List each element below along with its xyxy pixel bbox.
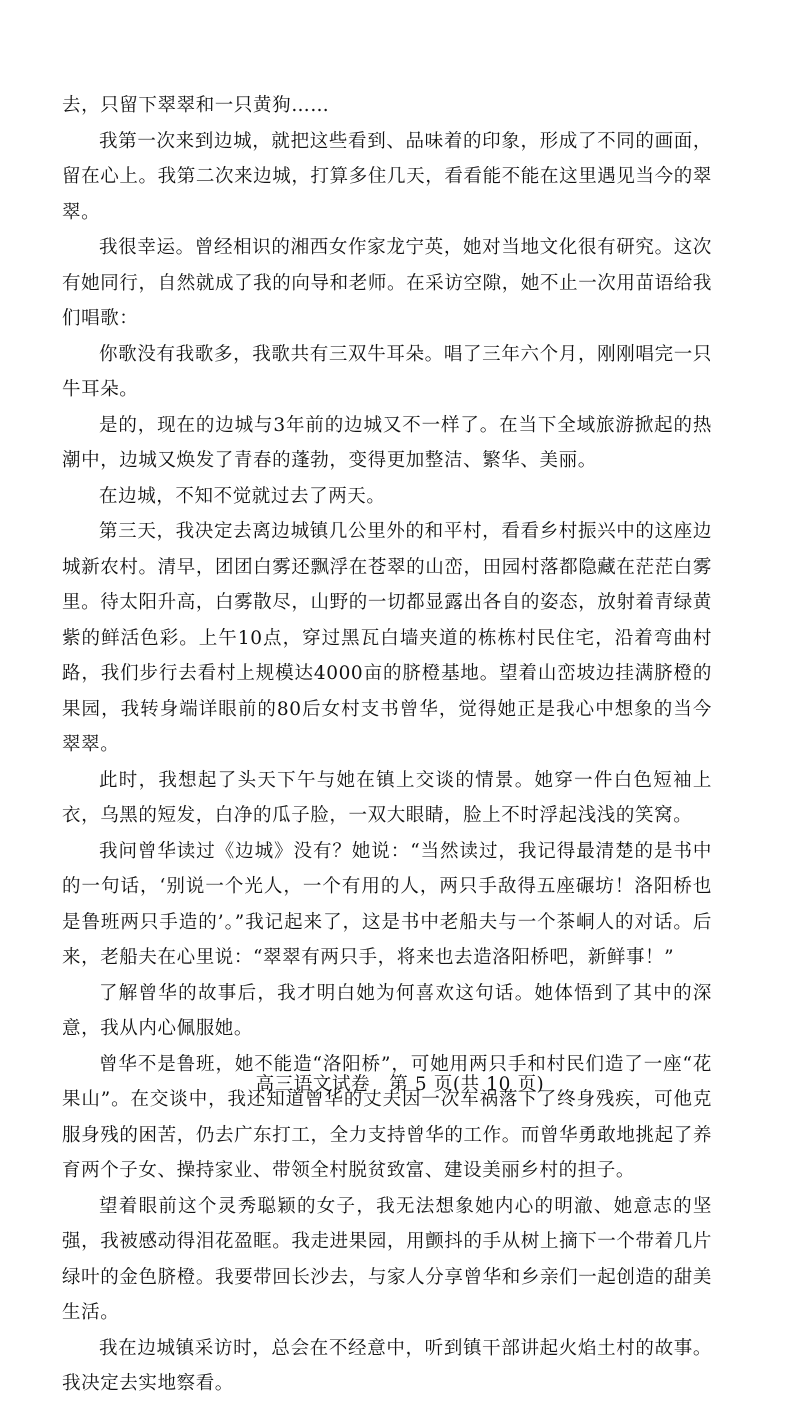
paragraph-change: 是的，现在的边城与3年前的边城又不一样了。在当下全域旅游掀起的热潮中，边城又焕发了青春的蓬勃，变得更加整洁、繁华、美丽。 — [62, 414, 712, 471]
paragraph-third-day: 第三天，我决定去离边城镇几公里外的和平村，看看乡村振兴中的这座边城新农村。清早，团团白雾还飘浮在苍翠的山峦，田园村落都隐藏在茫茫白雾里。待太阳升高，白雾散尽，山野的一切都显露出各自的姿态，放射着青绿黄紫的鲜活色彩。上午10点，穿过黑瓦白墙夹道的栋栋村民住宅，沿着弯曲村路，我们步行去看村上规模达4000亩的脐橙基地。望着山峦坡边挂满脐橙的果园，我转身端详眼前的80后女村支书曾华，觉得她正是我心中想象的当今翠翠。 — [62, 521, 712, 755]
paragraph-two-days: 在边城，不知不觉就过去了两天。 — [99, 485, 386, 507]
paragraph-understanding: 了解曾华的故事后，我才明白她为何喜欢这句话。她体悟到了其中的深意，我从内心佩服她。 — [62, 982, 712, 1039]
paragraph-flower-fruit-mountain: 曾华不是鲁班，她不能造“洛阳桥”，可她用两只手和村民们造了一座“花果山”。在交谈中，我还知道曾华的丈夫因一次车祸落下了终身残疾，可他克服身残的困苦，仍去广东打工，全力支持曾华的工作。而曾华勇敢地挑起了养育两个子女、操持家业、带领全村脱贫致富、建设美丽乡村的担子。 — [62, 1053, 712, 1181]
paragraph-fire-village: 我在边城镇采访时，总会在不经意中，听到镇干部讲起火焰土村的故事。我决定去实地察看。 — [62, 1337, 712, 1394]
paragraph-continuation: 去，只留下翠翠和一只黄狗…… — [62, 95, 330, 116]
article-body — [62, 88, 712, 1402]
page-footer: 高三语文试卷 第 5 页(共 10 页) — [255, 1074, 545, 1095]
paragraph-recall: 此时，我想起了头天下午与她在镇上交谈的情景。她穿一件白色短袖上衣，乌黑的短发，白净的瓜子脸，一双大眼睛，脸上不时浮起浅浅的笑窝。 — [62, 769, 712, 826]
paragraph-first-visit: 我第一次来到边城，就把这些看到、品味着的印象，形成了不同的画面，留在心上。我第二次来边城，打算多住几天，看看能不能在这里遇见当今的翠翠。 — [62, 130, 712, 223]
paragraph-orchard: 望着眼前这个灵秀聪颖的女子，我无法想象她内心的明澈、她意志的坚强，我被感动得泪花盈眶。我走进果园，用颤抖的手从树上摘下一个带着几片绿叶的金色脐橙。我要带回长沙去，与家人分享曾华和乡亲们一起创造的甜美生活。 — [62, 1195, 712, 1323]
paragraph-lucky: 我很幸运。曾经相识的湘西女作家龙宁英，她对当地文化很有研究。这次有她同行，自然就成了我的向导和老师。在采访空隙，她不止一次用苗语给我们唱歌： — [62, 237, 712, 329]
paragraph-dialogue: 我问曾华读过《边城》没有？她说：“当然读过，我记得最清楚的是书中的一句话，‘别说一个光人，一个有用的人，两只手敌得五座碾坊！洛阳桥也是鲁班两只手造的’。”我记起来了，这是书中老船夫与一个茶峒人的对话。后来，老船夫在心里说：“翠翠有两只手，将来也去造洛阳桥吧，新鲜事！” — [62, 840, 712, 968]
paragraph-miao-song: 你歌没有我歌多，我歌共有三双牛耳朵。唱了三年六个月，刚刚唱完一只牛耳朵。 — [62, 343, 712, 400]
